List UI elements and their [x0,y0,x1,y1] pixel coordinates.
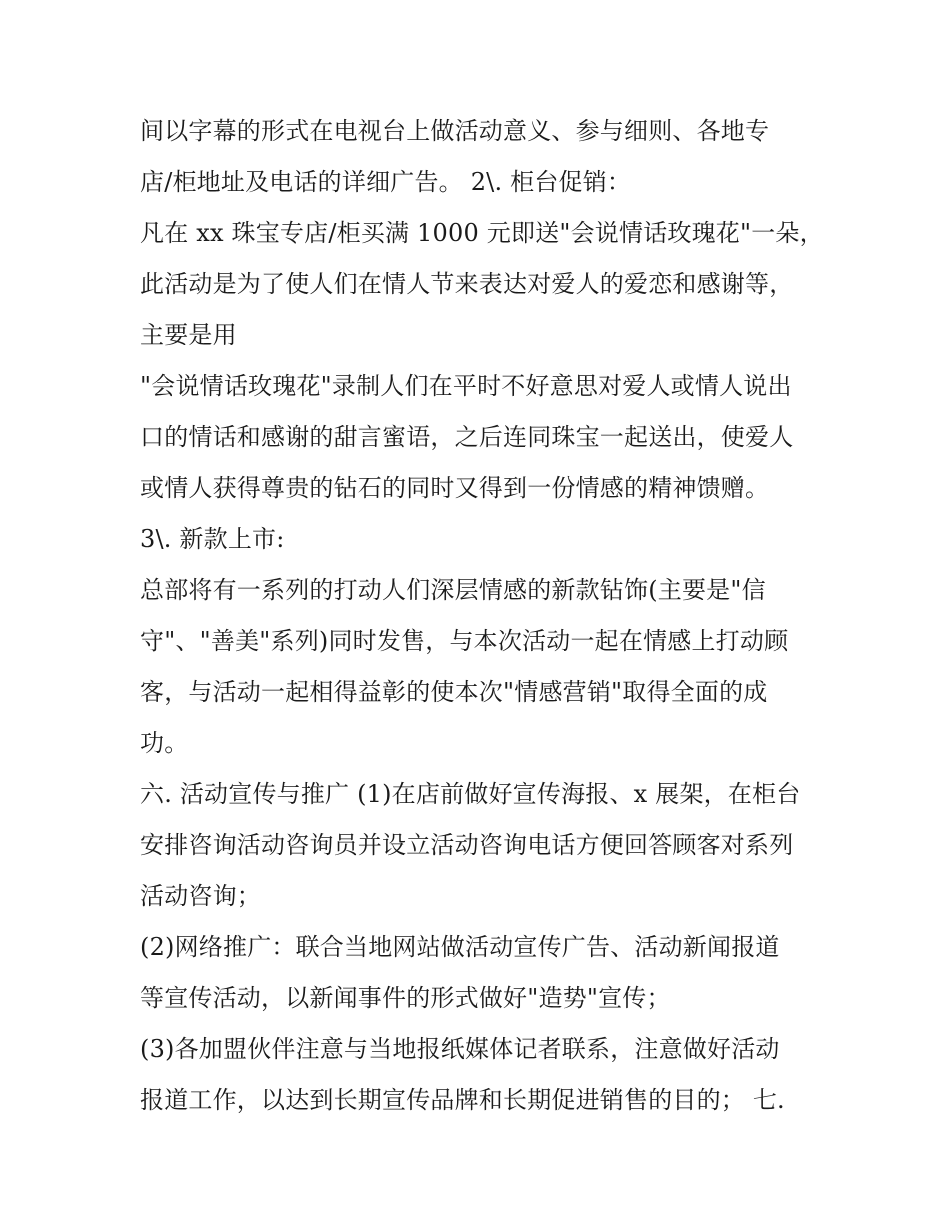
text-line: 间以字幕的形式在电视台上做活动意义、参与细则、各地专 [140,117,770,145]
text-line: (2)网络推广：联合当地网站做活动宣传广告、活动新闻报道 [140,933,780,961]
text-line: (3)各加盟伙伴注意与当地报纸媒体记者联系，注意做好活动 [140,1035,780,1063]
text-line: 报道工作，以达到长期宣传品牌和长期促进销售的目的； 七. [140,1086,785,1114]
text-line: 活动咨询； [140,882,261,910]
text-line: 安排咨询活动咨询员并设立活动咨询电话方便回答顾客对系列 [140,831,794,859]
text-line: 六. 活动宣传与推广 (1)在店前做好宣传海报、x 展架，在柜台 [140,780,801,808]
text-line: 口的情话和感谢的甜言蜜语，之后连同珠宝一起送出，使爱人 [140,423,794,451]
text-line: 功。 [140,729,189,757]
text-line: 守"、"善美"系列)同时发售，与本次活动一起在情感上打动顾 [140,627,789,655]
text-line: 3\. 新款上市: [140,525,285,553]
text-line: 主要是用 [140,321,237,349]
text-line: "会说情话玫瑰花"录制人们在平时不好意思对爱人或情人说出 [140,372,792,400]
text-line: 或情人获得尊贵的钻石的同时又得到一份情感的精神馈赠。 [140,474,770,502]
text-line: 客，与活动一起相得益彰的使本次"情感营销"取得全面的成 [140,678,768,706]
text-line: 凡在 xx 珠宝专店/柜买满 1000 元即送"会说情话玫瑰花"一朵， [140,219,824,247]
text-line: 总部将有一系列的打动人们深层情感的新款钻饰(主要是"信 [140,576,766,604]
text-line: 此活动是为了使人们在情人节来表达对爱人的爱恋和感谢等， [140,270,794,298]
text-line: 店/柜地址及电话的详细广告。 2\. 柜台促销： [140,168,632,196]
document-body [140,106,830,1126]
text-line: 等宣传活动，以新闻事件的形式做好"造势"宣传； [140,984,671,1012]
